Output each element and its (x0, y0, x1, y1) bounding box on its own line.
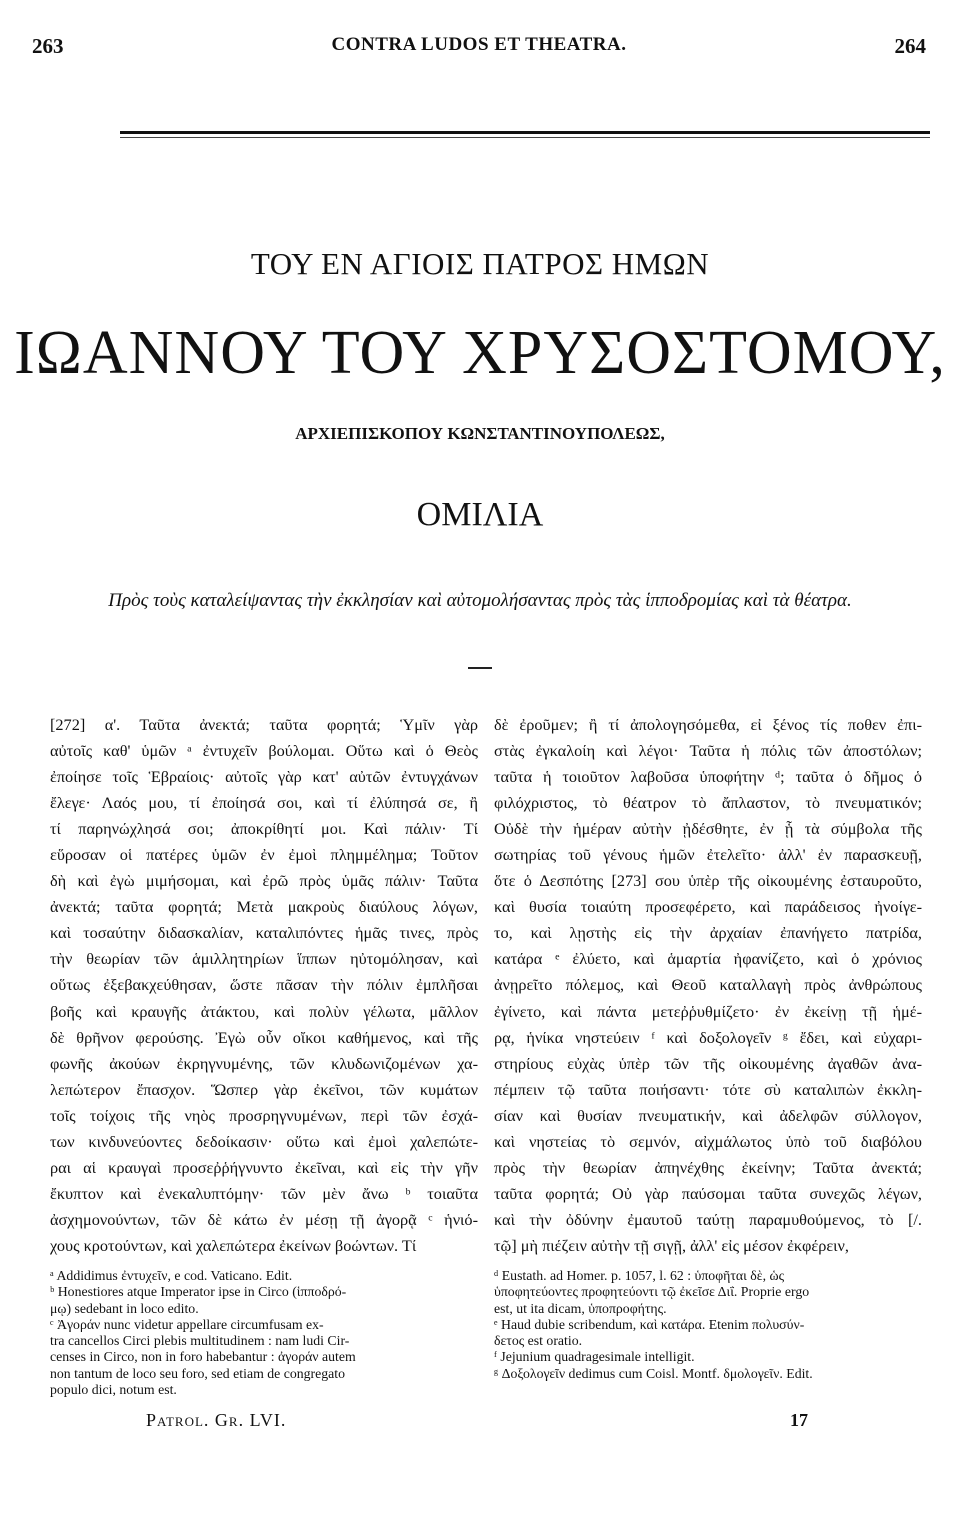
footnote-line: ᵈ Eustath. ad Homer. p. 1057, l. 62 : ὑποφῆται δὲ, ὡς (494, 1268, 785, 1283)
body-column-left (50, 712, 478, 1259)
body-line: στὰς ἐγκαλοίη καὶ λέγοι· Ταῦτα ἡ πόλις τῶν ἀποστόλων; (494, 741, 922, 761)
running-title: CONTRA LUDOS ET THEATRA. (331, 34, 627, 55)
footnotes-left (50, 1268, 478, 1398)
footnote-line: μῳ) sedebant in loco edito. (50, 1300, 199, 1316)
page-number-left: 263 (32, 34, 64, 58)
header-rule-thin (120, 137, 930, 138)
body-line: καὶ θυσία τοιαύτη προσεφέρετο, καὶ παράδεισος ἠνοίγε- (494, 897, 922, 917)
footnote-line: ᶠ Jejunium quadragesimale intelligit. (494, 1349, 695, 1365)
body-line: στηρίους εὐχὰς ὑπὲρ τῶν τῆς οἰκουμένης ἀγαθῶν ἀνα- (494, 1053, 922, 1073)
title-description: Πρὸς τοὺς καταλείψαντας τὴν ἐκκλησίαν καὶ αὐτομολήσαντας πρὸς τὰς ἱπποδρομίας καὶ τὰ θέατρα. (108, 590, 852, 611)
page-number-right: 264 (894, 34, 926, 58)
footnote-line: est, ut ita dicam, ὑποπροφήτης. (494, 1300, 667, 1316)
body-line: καὶ τὴν ὀδύνην ἐμαυτοῦ ταύτῃ παραμυθούμενος, τὸ [/. (494, 1209, 922, 1229)
body-line: [272] α'. Ταῦτα ἀνεκτά; ταῦτα φορητά; Ὑμῖν γὰρ (50, 715, 478, 734)
body-line: ἐγίνετο, καὶ πάντα μετεῤῥυθμίζετο· ἐν ἐκείνῃ τῇ ἡμέ- (494, 1001, 922, 1021)
title-author: ΙΩΑΝΝΟΥ ΤΟΥ ΧΡΥΣΟΣΤΟΜΟΥ, (14, 319, 946, 387)
body-line: των κινδυνεύοντες δεδοίκασιν· οὕτω καὶ ἐμοὶ χαλεπώτε- (50, 1131, 478, 1151)
body-line: φιλόχριστος, τὸ θέατρον τὸ ἄπλαστον, τὸ πνευματικόν; (494, 793, 922, 813)
body-line: ἔλεγε· Λαός μου, τί ἐποίησά σοι, καὶ τί ἐλύπησά σε, ἢ (50, 793, 478, 813)
body-line: καὶ τοσαύτην διδασκαλίαν, καταλιπόντες ἡμᾶς τινες, πρὸς (50, 923, 478, 943)
body-line: οὕτως ἐξεβακχεύθησαν, ὥστε πᾶσαν τὴν πόλιν ἐμπλῆσαι (50, 975, 478, 995)
body-line: τὴν θεωρίαν τῶν ἁμιλλητηρίων ἵππων ηὐτομόλησαν, καὶ (50, 949, 478, 969)
body-line: ἔκυπτον καὶ ἐνεκαλυπτόμην· τῶν μὲν ἄνω ᵇ τοιαῦτα (50, 1183, 478, 1203)
body-line: ταῦτα ἡ τοιοῦτον λαβοῦσα ὑποφήτην ᵈ; ταῦτα ὁ δῆμος ὁ (494, 767, 922, 787)
page-footer (0, 1410, 960, 1436)
footnote-line: populo dici, notum est. (50, 1382, 177, 1398)
footnote-line: non tantum de loco seu foro, sed etiam de congregato (50, 1365, 346, 1381)
title-line-1: ΤΟΥ ΕΝ ΑΓΙΟΙΣ ΠΑΤΡΟΣ ΗΜΩΝ (250, 246, 710, 281)
body-line: ἀνεκτά; ταῦτα φορητά; Μετὰ μακροὺς διαύλους λόγων, (50, 897, 478, 917)
footnote-line: ὑποφητεύοντες προφητεύοντι τῷ ἐκεῖσε Διΐ. Proprie ergo (494, 1284, 810, 1300)
running-header (32, 34, 926, 64)
body-line: ρᾳ, ἡνίκα νηστεύειν ᶠ καὶ δοξολογεῖν ᵍ ἔδει, καὶ εὐχαρι- (494, 1027, 922, 1047)
body-line: ἀσχημονούντων, τῶν δὲ κάτω ἐν μέσῃ τῇ ἀγορᾷ ᶜ ἡνιό- (50, 1209, 478, 1229)
body-line: πρὸς τὴν θεωρίαν ἀπηνέχθης ἐκείνην; Ταῦτα ἀνεκτά; (494, 1157, 922, 1177)
body-line: αὐτοῖς καθ' ὑμῶν ᵃ ἐντυχεῖν βούλομαι. Οὕτω καὶ ὁ Θεὸς (50, 741, 478, 761)
footer-signature: 17 (790, 1410, 808, 1430)
body-column-right (494, 712, 922, 1259)
header-rule-thick (120, 131, 930, 134)
title-homily: ΟΜΙΛΙΑ (416, 496, 544, 533)
title-subtitle: ΑΡΧΙΕΠΙΣΚΟΠΟΥ ΚΩΝΣΤΑΝΤΙΝΟΥΠΟΛΕΩΣ, (295, 424, 665, 443)
body-line: ἐποίησε τοῖς Ἑβραίοις· αὐτοῖς γὰρ κατ' αὐτῶν ἐντυγχάνων (50, 767, 478, 787)
footer-volume: Patrol. Gr. LVI. (146, 1410, 287, 1430)
body-line: σωτηρίας τοῦ γένους ἡμῶν ἐτελεῖτο· ἀλλ' ἐν παρασκευῇ, (494, 845, 922, 865)
body-line: εὕροσαν οἱ πατέρες ὑμῶν ἐν ἐμοὶ πλημμέλημα; Τοῦτον (50, 845, 478, 865)
footnote-line: censes in Circo, non in foro habebantur : ἀγοράν autem (50, 1349, 356, 1365)
footnote-line: ᵉ Haud dubie scribendum, καὶ κατάρα. Etenim πολυσύν- (494, 1316, 805, 1332)
body-line: πέμπειν τῷ ταῦτα ποιήσαντι· τότε σὺ καταλιπὼν ἐκκλη- (494, 1079, 922, 1099)
body-line: φωνῆς ἀκούων ἐκρηγνυμένης, τῶν κλυδωνιζομένων χα- (50, 1053, 478, 1073)
section-dash (468, 667, 492, 669)
body-line: δὲ θρῆνον φερούσης. Ἐγὼ οὖν οἴκοι καθήμενος, καὶ τῆς (50, 1027, 478, 1047)
body-line: τῷ] μὴ πιέζειν αὐτὴν τῇ σιγῇ, ἀλλ' εἰς μέσον ἐκφέρειν, (494, 1235, 849, 1255)
footnote-line: ᵃ Addidimus ἐντυχεῖν, e cod. Vaticano. Edit. (50, 1268, 293, 1283)
body-line: ὅτε ὁ Δεσπότης [273] σου ὑπὲρ τῆς οἰκουμένης ἐσταυροῦτο, (494, 871, 922, 891)
body-line: βοῆς καὶ κραυγῆς ἀτάκτου, καὶ πολὺν γέλωτα, μᾶλλον (50, 1001, 478, 1021)
body-line: χους κροτούντων, καὶ χαλεπώτερα ἐκείνων βοώντων. Τί (50, 1235, 417, 1255)
footnote-line: ᵇ Honestiores atque Imperator ipse in Circo (ἱπποδρό- (50, 1284, 347, 1300)
body-line: σίαν καὶ θυσίαν πνευματικήν, καὶ ἀδελφῶν σύλλογον, (494, 1105, 922, 1125)
body-line: κατάρα ᵉ ἐλύετο, καὶ ἁμαρτία ἠφανίζετο, καὶ ὁ χρόνιος (494, 949, 922, 969)
body-line: λεπώτερον ἔπασχον. Ὥσπερ γὰρ ἐκεῖνοι, τῶν κυμάτων (50, 1079, 478, 1099)
footnote-line: δετος est oratio. (494, 1333, 583, 1349)
footnote-line: ᵍ Δοξολογεῖν dedimus cum Coisl. Montf. δμολογεῖν. Edit. (494, 1365, 813, 1381)
footnote-line: ᶜ Ἀγοράν nunc videtur appellare circumfusam ex- (50, 1316, 324, 1332)
body-line: καὶ νηστείας τὸ σεμνόν, αἰχμάλωτος ὑπὸ τοῦ διαβόλου (494, 1131, 922, 1151)
body-line: ἀνῃρεῖτο πόλεμος, καὶ Θεοῦ καταλλαγὴ πρὸς ἀνθρώπους (494, 975, 922, 995)
body-line: τί παρηνώχλησά σοι; ἀποκρίθητί μοι. Καὶ πάλιν· Τί (50, 819, 478, 839)
body-line: ραι αἱ κραυγαὶ προσεῤῥήγνυντο ἐκεῖναι, καὶ εἰς τὴν γῆν (50, 1157, 478, 1177)
body-line: Οὐδὲ τὴν ἡμέραν αὐτὴν ᾐδέσθητε, ἐν ᾗ τὰ σύμβολα τῆς (494, 819, 922, 839)
body-line: ταῦτα φορητά; Οὐ γὰρ παύσομαι ταῦτα συνεχῶς λέγων, (494, 1183, 922, 1203)
footnotes-right (494, 1268, 922, 1382)
footnote-line: tra cancellos Circi plebis multitudinem : nam ludi Cir- (50, 1333, 350, 1349)
body-line: δὴ καὶ ἐγὼ μιμήσομαι, καὶ ἐρῶ πρὸς ὑμᾶς πάλιν· Ταῦτα (50, 871, 478, 891)
body-line: τοῖς τοίχοις τῆς νηὸς προσρηγνυμένων, περὶ τῶν ἐσχά- (50, 1105, 478, 1125)
body-line: δὲ ἐροῦμεν; ἢ τί ἀπολογησόμεθα, εἰ ξένος τίς ποθεν ἐπι- (494, 715, 922, 734)
body-line: το, καὶ λῃστὴς εἰς τὴν ἀρχαίαν ἐπανήγετο πατρίδα, (494, 923, 922, 943)
